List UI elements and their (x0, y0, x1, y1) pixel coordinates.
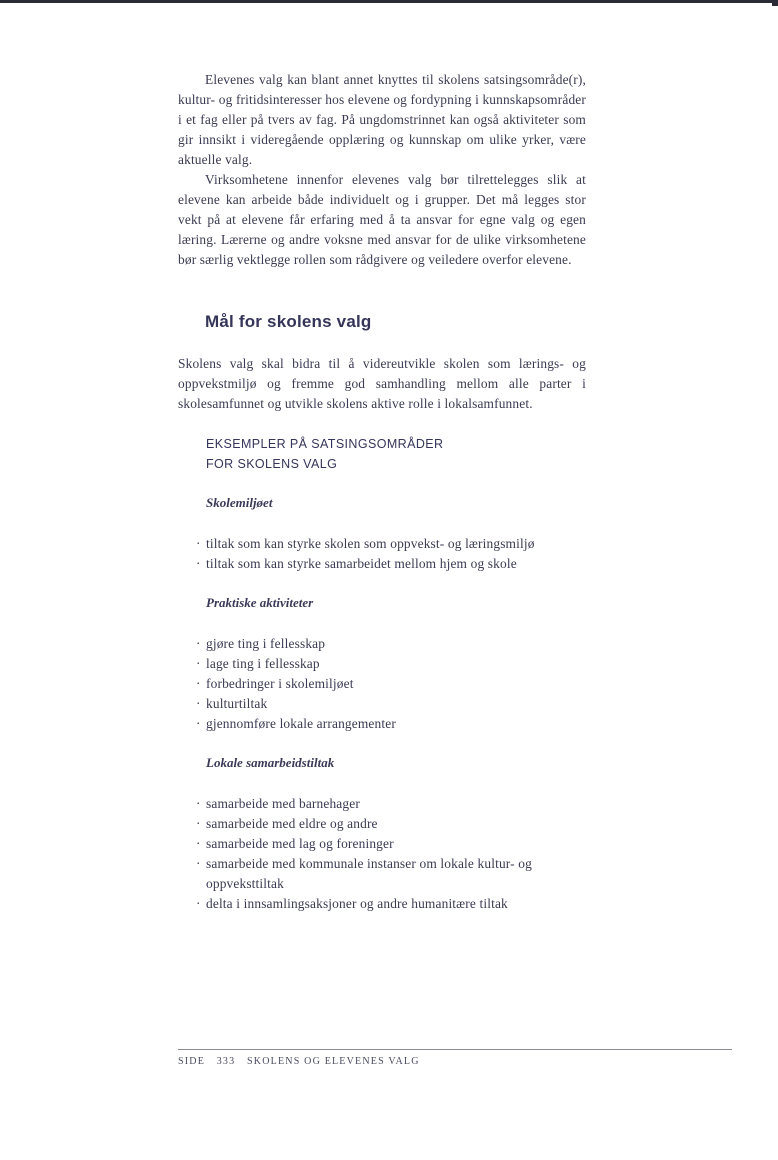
list-item: · gjøre ting i fellesskap (196, 634, 396, 654)
list-item: · forbedringer i skolemiljøet (196, 674, 396, 694)
top-right-corner-mark (772, 0, 778, 6)
running-title: SKOLENS OG ELEVENES VALG (247, 1056, 420, 1067)
examples-title-line-1: EKSEMPLER PÅ SATSINGSOMRÅDER (206, 437, 444, 451)
list-item: · samarbeide med barnehager (196, 794, 556, 814)
list-skolemiljoet (196, 534, 535, 574)
list-item: · samarbeide med eldre og andre (196, 814, 556, 834)
list-lokale-samarbeidstiltak (196, 794, 556, 914)
section-heading: Mål for skolens valg (205, 312, 372, 331)
goal-text (178, 354, 586, 414)
page-number: 333 (216, 1056, 236, 1067)
footer-side-label: SIDE (178, 1056, 206, 1067)
list-item: · kulturtiltak (196, 694, 396, 714)
list-item: · lage ting i fellesskap (196, 654, 396, 674)
list-item: · delta i innsamlingsaksjoner og andre humanitære tiltak (196, 894, 556, 914)
list-item: · gjennomføre lokale arrangementer (196, 714, 396, 734)
group-title-lokale-samarbeidstiltak: Lokale samarbeidstiltak (206, 755, 335, 770)
list-item: · tiltak som kan styrke skolen som oppvekst- og læringsmiljø (196, 534, 535, 554)
intro-text (178, 70, 586, 270)
list-item: · tiltak som kan styrke samarbeidet mellom hjem og skole (196, 554, 535, 574)
list-praktiske-aktiviteter (196, 634, 396, 734)
paragraph-elevenes-valg: Elevenes valg kan blant annet knyttes til skolens satsingsområde(r), kultur- og fritidsinteresser hos elevene og fordypning i kunnskapsområder i et fag eller på tvers av fag. På ungdomstrinnet kan også aktiviteter som gir innsikt i videregående opplæring og kunnskap om ulike yrker, være aktuelle valg. (178, 72, 586, 167)
group-title-skolemiljoet: Skolemiljøet (206, 495, 273, 510)
paragraph-virksomhetene: Virksomhetene innenfor elevenes valg bør tilrettelegges slik at elevene kan arbeide både individuelt og i grupper. Det må legges stor vekt på at elevene får erfaring med å ta ansvar for egne valg og egen læring. Lærerne og andre voksne med ansvar for de ulike virksomhetene bør særlig vektlegge rollen som rådgivere og veiledere overfor elevene. (178, 172, 586, 267)
page-content (178, 70, 586, 911)
goal-paragraph: Skolens valg skal bidra til å videreutvikle skolen som lærings- og oppvekstmiljø og fremme god samhandling mellom alle parter i skolesamfunnet og utvikle skolens aktive rolle i lokalsamfunnet. (178, 356, 586, 411)
examples-title (206, 434, 443, 474)
footer-rule (178, 1049, 732, 1050)
group-title-praktiske-aktiviteter: Praktiske aktiviteter (206, 595, 314, 610)
list-item: · samarbeide med lag og foreninger (196, 834, 556, 854)
page-footer (178, 1056, 428, 1067)
top-edge-bar (0, 0, 778, 3)
examples-title-line-2: FOR SKOLENS VALG (206, 457, 338, 471)
list-item: · samarbeide med kommunale instanser om lokale kultur- og oppveksttiltak (196, 854, 556, 894)
